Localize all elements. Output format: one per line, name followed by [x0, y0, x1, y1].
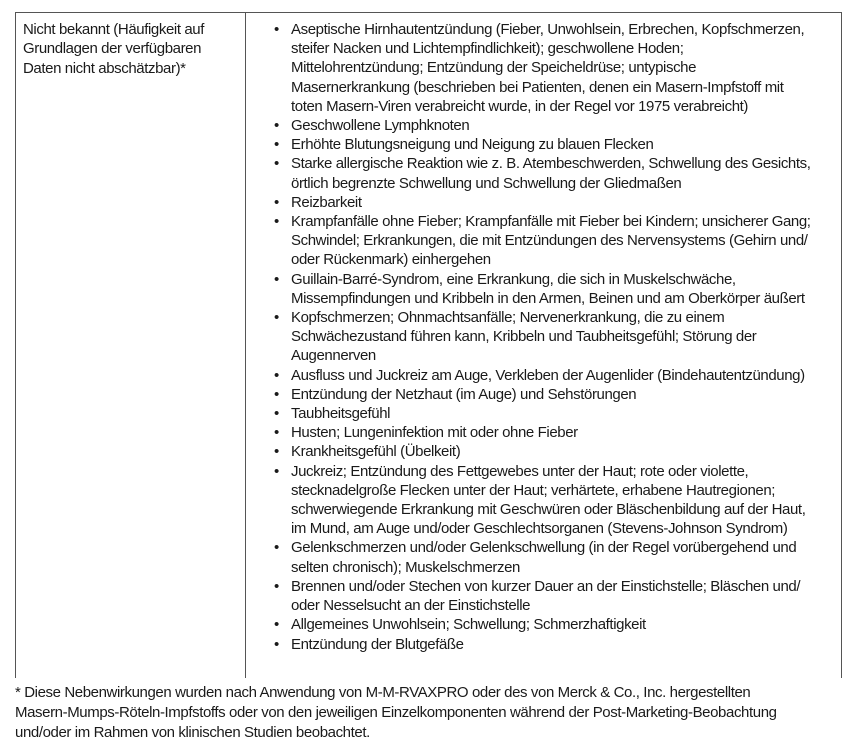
list-item-line: Starke allergische Reaktion wie z. B. Atembeschwerden, Schwellung des Gesichts,: [291, 155, 811, 173]
footnote-line: * Diese Nebenwirkungen wurden nach Anwendung von M-M-RVAXPRO oder des von Merck & Co., Inc. hergestellten: [15, 684, 751, 701]
list-item-line: Gelenkschmerzen und/oder Gelenkschwellung (in der Regel vorübergehend und: [291, 539, 797, 557]
list-item-line: Brennen und/oder Stechen von kurzer Dauer an der Einstichstelle; Bläschen und/: [291, 577, 801, 595]
bullet-icon: •: [274, 424, 279, 442]
list-item-line: Krankheitsgefühl (Übelkeit): [291, 443, 461, 461]
footnote: [15, 683, 855, 743]
bullet-icon: •: [274, 385, 279, 403]
list-item: [274, 154, 834, 192]
list-item-line: Allgemeines Unwohlsein; Schwellung; Schmerzhaftigkeit: [291, 616, 646, 634]
bullet-icon: •: [274, 309, 279, 327]
list-item: [274, 577, 834, 615]
bullet-icon: •: [274, 577, 279, 595]
list-item: [274, 635, 834, 654]
list-item-line: Reizbarkeit: [291, 193, 362, 211]
bullet-icon: •: [274, 405, 279, 423]
list-item-line: Masernerkrankung (beschrieben bei Patienten, denen ein Masern-Impfstoff mit: [291, 78, 784, 96]
list-item-line: Entzündung der Netzhaut (im Auge) und Sehstörungen: [291, 385, 637, 403]
list-item: [274, 538, 834, 576]
list-item: [274, 270, 834, 308]
list-item-line: Mittelohrentzündung; Entzündung der Speicheldrüse; untypische: [291, 59, 697, 77]
bullet-icon: •: [274, 366, 279, 384]
list-item-line: Juckreiz; Entzündung des Fettgewebes unter der Haut; rote oder violette,: [291, 462, 749, 480]
list-item: [274, 193, 834, 212]
list-item-line: Schwindel; Erkrankungen, die mit Entzündungen des Nervensystems (Gehirn und/: [291, 232, 808, 250]
bullet-icon: •: [274, 539, 279, 557]
list-item-line: Aseptische Hirnhautentzündung (Fieber, Unwohlsein, Erbrechen, Kopfschmerzen,: [291, 21, 805, 38]
list-item-line: stecknadelgroße Flecken unter der Haut; verhärtete, erhabene Hautregionen;: [291, 481, 776, 499]
list-item: [274, 462, 834, 539]
list-item: [274, 385, 834, 404]
list-item-line: oder Nesselsucht an der Einstichstelle: [291, 597, 531, 615]
list-item-line: örtlich begrenzte Schwellung und Schwellung der Gliedmaßen: [291, 174, 682, 192]
column-divider: [245, 13, 246, 678]
list-item-line: Missempfindungen und Kribbeln in den Armen, Beinen und am Oberkörper äußert: [291, 289, 805, 307]
list-item-line: Entzündung der Blutgefäße: [291, 635, 464, 653]
frequency-label-line: Daten nicht abschätzbar)*: [23, 59, 186, 77]
footnote-line: Masern-Mumps-Röteln-Impfstoffs oder von den jeweiligen Einzelkomponenten während der Post-Marketing-Beobachtung: [15, 704, 777, 721]
list-item-line: Guillain-Barré-Syndrom, eine Erkrankung, die sich in Muskelschwäche,: [291, 270, 736, 288]
frequency-cell: [23, 20, 238, 78]
list-item-line: steifer Nacken und Lichtempfindlichkeit); geschwollene Hoden;: [291, 40, 684, 58]
list-item: [274, 212, 834, 270]
list-item-line: Krampfanfälle ohne Fieber; Krampfanfälle mit Fieber bei Kindern; unsicherer Gang;: [291, 213, 811, 231]
bullet-icon: •: [274, 616, 279, 634]
bullet-icon: •: [274, 136, 279, 154]
list-item-line: Erhöhte Blutungsneigung und Neigung zu blauen Flecken: [291, 136, 654, 154]
list-item-line: Ausfluss und Juckreiz am Auge, Verkleben der Augenlider (Bindehautentzündung): [291, 366, 805, 384]
list-item: [274, 404, 834, 423]
list-item-line: Augennerven: [291, 347, 376, 365]
bullet-icon: •: [274, 213, 279, 231]
list-item: [274, 20, 834, 116]
bullet-icon: •: [274, 155, 279, 173]
list-item: [274, 423, 834, 442]
bullet-icon: •: [274, 270, 279, 288]
bullet-icon: •: [274, 21, 279, 38]
list-item: [274, 442, 834, 461]
list-item: [274, 615, 834, 634]
list-item: [274, 308, 834, 366]
bullet-icon: •: [274, 462, 279, 480]
list-item-line: im Mund, am Auge und/oder Geschlechtsorganen (Stevens-Johnson Syndrom): [291, 520, 788, 538]
frequency-label-line: Nicht bekannt (Häufigkeit auf: [23, 21, 205, 38]
bullet-icon: •: [274, 193, 279, 211]
side-effects-list: [274, 20, 834, 654]
list-item-line: selten chronisch); Muskelschmerzen: [291, 558, 520, 576]
list-item: [274, 116, 834, 135]
list-item-line: Husten; Lungeninfektion mit oder ohne Fieber: [291, 424, 578, 442]
list-item-line: Geschwollene Lymphknoten: [291, 117, 470, 135]
frequency-label-line: Grundlagen der verfügbaren: [23, 40, 202, 58]
list-item: [274, 366, 834, 385]
list-item-line: toten Masern-Viren verabreicht wurde, in der Regel vor 1975 verabreicht): [291, 97, 749, 115]
list-item-line: Schwächezustand führen kann, Kribbeln und Taubheitsgefühl; Störung der: [291, 328, 757, 346]
list-item-line: Kopfschmerzen; Ohnmachtsanfälle; Nervenerkrankung, die zu einem: [291, 309, 725, 327]
list-item-line: Taubheitsgefühl: [291, 405, 391, 423]
bullet-icon: •: [274, 117, 279, 135]
bullet-icon: •: [274, 635, 279, 653]
list-item: [274, 135, 834, 154]
list-item-line: schwerwiegende Erkrankung mit Geschwüren oder Bläschenbildung auf der Haut,: [291, 501, 806, 519]
list-item-line: oder Rückenmark) einhergehen: [291, 251, 491, 269]
footnote-line: und/oder im Rahmen von klinischen Studien beobachtet.: [15, 724, 370, 741]
bullet-icon: •: [274, 443, 279, 461]
side-effects-table: [15, 12, 842, 678]
